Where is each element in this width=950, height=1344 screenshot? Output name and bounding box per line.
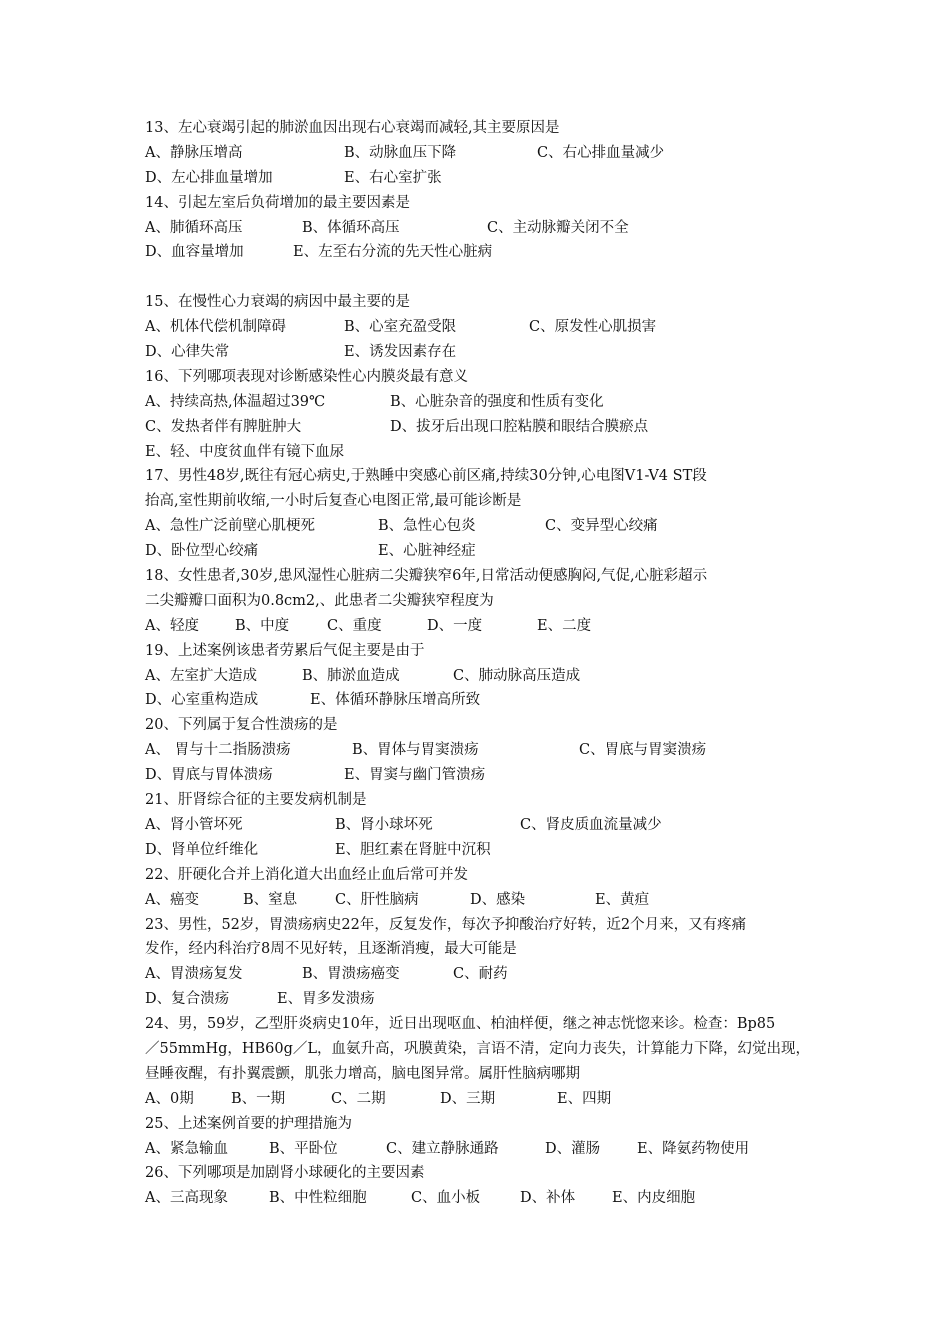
question-20-option-e: E、胃窦与幽门管溃疡 (344, 767, 486, 784)
question-13-option-d: D、左心排血量增加 (145, 169, 273, 186)
question-20-option-b: B、胃体与胃窦溃疡 (352, 742, 479, 759)
question-22-option-c: C、肝性脑病 (335, 891, 419, 908)
question-17-options-row (145, 514, 825, 539)
question-20-options-row (145, 763, 825, 788)
question-17-stem: 17、男性48岁,既往有冠心病史,于熟睡中突感心前区痛,持续30分钟,心电图V1-V4 ST段 (145, 468, 707, 485)
question-26-option-a: A、三高现象 (145, 1190, 228, 1207)
question-22-option-e: E、黄疸 (595, 891, 650, 908)
question-23-stem: 23、男性，52岁，胃溃疡病史22年，反复发作，每次予抑酸治疗好转，近2个月来，又有疼痛 (145, 916, 747, 933)
question-17-option-e: E、心脏神经症 (378, 543, 476, 560)
question-19-option-c: C、肺动脉高压造成 (453, 667, 581, 684)
question-19-option-b: B、肺淤血造成 (302, 667, 400, 684)
question-17-option-b: B、急性心包炎 (378, 518, 476, 535)
question-21-stem: 21、肝肾综合征的主要发病机制是 (145, 792, 367, 809)
question-22-stem: 22、肝硬化合并上消化道大出血经止血后常可并发 (145, 866, 468, 883)
question-16-options-row (145, 390, 825, 415)
question-17-stem-cont: 抬高,室性期前收缩,一小时后复查心电图正常,最可能诊断是 (145, 493, 522, 510)
question-14-option-a: A、肺循环高压 (145, 219, 243, 236)
question-20-option-d: D、胃底与胃体溃疡 (145, 767, 273, 784)
question-17-option-c: C、变异型心绞痛 (545, 518, 658, 535)
question-23-option-d: D、复合溃疡 (145, 991, 230, 1008)
question-19-option-a: A、左室扩大造成 (145, 667, 257, 684)
question-19-options-row (145, 688, 825, 713)
question-24-option-d: D、三期 (440, 1090, 496, 1107)
question-16-option-e: E、轻、中度贫血伴有镜下血尿 (145, 443, 345, 460)
question-24-option-c: C、二期 (331, 1090, 386, 1107)
question-23-stem-cont: 发作，经内科治疗8周不见好转，且逐渐消瘦，最大可能是 (145, 941, 517, 958)
question-25-option-b: B、平卧位 (269, 1140, 338, 1157)
question-24-stem: 24、男，59岁，乙型肝炎病史10年，近日出现呕血、柏油样便，继之神志恍惚来诊。检查：Bp85 (145, 1016, 776, 1033)
question-16-option-d: D、拔牙后出现口腔粘膜和眼结合膜瘀点 (390, 418, 649, 435)
question-13-option-e: E、右心室扩张 (344, 169, 442, 186)
question-21-options-row (145, 838, 825, 863)
question-13-option-b: B、动脉血压下降 (344, 144, 457, 161)
question-14-option-e: E、左至右分流的先天性心脏病 (293, 244, 493, 261)
question-25-options-row (145, 1137, 825, 1162)
question-19-option-d: D、心室重构造成 (145, 692, 259, 709)
question-23-option-a: A、胃溃疡复发 (145, 966, 243, 983)
question-24-option-e: E、四期 (557, 1090, 612, 1107)
question-26-option-b: B、中性粒细胞 (269, 1190, 367, 1207)
question-21-option-e: E、胆红素在肾脏中沉积 (335, 841, 491, 858)
question-24-stem-cont: 昼睡夜醒，有扑翼震颤，肌张力增高，脑电图异常。属肝性脑病哪期 (145, 1065, 580, 1082)
question-15-options-row (145, 315, 825, 340)
question-16-option-c: C、发热者伴有脾脏肿大 (145, 418, 302, 435)
question-17-option-d: D、卧位型心绞痛 (145, 543, 259, 560)
question-24-option-b: B、一期 (231, 1090, 286, 1107)
question-15-option-c: C、原发性心肌损害 (529, 319, 657, 336)
question-14-option-d: D、血容量增加 (145, 244, 244, 261)
question-26-option-d: D、补体 (520, 1190, 576, 1207)
question-19-option-e: E、体循环静脉压增高所致 (310, 692, 481, 709)
question-23-option-b: B、胃溃疡癌变 (302, 966, 400, 983)
question-15-options-row (145, 340, 825, 365)
question-23-options-row (145, 987, 825, 1012)
question-18-option-e: E、二度 (537, 617, 592, 634)
question-14-option-c: C、主动脉瓣关闭不全 (487, 219, 629, 236)
question-23-option-e: E、胃多发溃疡 (277, 991, 375, 1008)
question-21-options-row (145, 813, 825, 838)
question-19-stem: 19、上述案例该患者劳累后气促主要是由于 (145, 642, 425, 659)
question-26-option-e: E、内皮细胞 (612, 1190, 696, 1207)
question-25-option-c: C、建立静脉通路 (386, 1140, 499, 1157)
question-13-options-row (145, 166, 825, 191)
question-18-options-row (145, 614, 825, 639)
question-25-stem: 25、上述案例首要的护理措施为 (145, 1115, 352, 1132)
question-13-options-row (145, 141, 825, 166)
question-18-stem-cont: 二尖瓣瓣口面积为0.8cm2,、此患者二尖瓣狭窄程度为 (145, 592, 494, 609)
question-23-option-c: C、耐药 (453, 966, 508, 983)
question-24-stem-cont: ／55mmHg，HB60g／L，血氨升高，巩膜黄染，言语不清，定向力丧失，计算能力下降，幻觉出现， (145, 1040, 811, 1057)
question-22-option-a: A、癌变 (145, 891, 199, 908)
question-14-options-row (145, 216, 825, 241)
question-18-option-b: B、中度 (235, 617, 290, 634)
question-16-stem: 16、下列哪项表现对诊断感染性心内膜炎最有意义 (145, 368, 468, 385)
question-15-option-b: B、心室充盈受限 (344, 319, 457, 336)
question-20-option-a: A、 胃与十二指肠溃疡 (145, 742, 291, 759)
question-16-option-b: B、心脏杂音的强度和性质有变化 (390, 393, 604, 410)
question-17-options-row (145, 539, 825, 564)
question-18-stem: 18、女性患者,30岁,患风湿性心脏病二尖瓣狭窄6年,日常活动便感胸闷,气促,心脏彩超示 (145, 568, 708, 585)
question-24-options-row (145, 1087, 825, 1112)
question-26-option-c: C、血小板 (411, 1190, 481, 1207)
question-22-option-b: B、窒息 (243, 891, 298, 908)
question-21-option-d: D、肾单位纤维化 (145, 841, 259, 858)
question-15-option-d: D、心律失常 (145, 344, 230, 361)
question-25-option-a: A、紧急输血 (145, 1140, 228, 1157)
question-13-stem: 13、左心衰竭引起的肺淤血因出现右心衰竭而减轻,其主要原因是 (145, 120, 560, 136)
question-15-option-a: A、机体代偿机制障碍 (145, 319, 286, 336)
question-13-option-c: C、右心排血量减少 (537, 144, 665, 161)
question-13-option-a: A、静脉压增高 (145, 144, 243, 161)
question-14-options-row (145, 240, 825, 265)
question-19-options-row (145, 664, 825, 689)
question-20-option-c: C、胃底与胃窦溃疡 (579, 742, 707, 759)
question-16-option-a: A、持续高热,体温超过39℃ (145, 393, 326, 410)
question-20-options-row (145, 738, 825, 763)
question-16-options-row (145, 415, 825, 440)
blank-line (145, 265, 825, 290)
question-26-options-row (145, 1186, 825, 1211)
question-22-options-row (145, 888, 825, 913)
question-20-stem: 20、下列属于复合性溃疡的是 (145, 717, 338, 734)
question-18-option-d: D、一度 (427, 617, 483, 634)
question-23-options-row (145, 962, 825, 987)
question-22-option-d: D、感染 (470, 891, 526, 908)
question-16-options-row (145, 440, 825, 465)
question-21-option-a: A、肾小管坏死 (145, 816, 243, 833)
question-18-option-a: A、轻度 (145, 617, 199, 634)
question-17-option-a: A、急性广泛前壁心肌梗死 (145, 518, 315, 535)
question-25-option-e: E、降氨药物使用 (637, 1140, 750, 1157)
question-15-stem: 15、在慢性心力衰竭的病因中最主要的是 (145, 294, 410, 311)
question-24-option-a: A、0期 (145, 1090, 194, 1107)
question-21-option-c: C、肾皮质血流量减少 (520, 816, 662, 833)
question-list (145, 116, 825, 1211)
question-14-option-b: B、体循环高压 (302, 219, 400, 236)
question-25-option-d: D、灌肠 (545, 1140, 601, 1157)
question-18-option-c: C、重度 (327, 617, 382, 634)
question-15-option-e: E、诱发因素存在 (344, 344, 457, 361)
question-26-stem: 26、下列哪项是加剧肾小球硬化的主要因素 (145, 1165, 425, 1182)
question-21-option-b: B、肾小球坏死 (335, 816, 433, 833)
question-14-stem: 14、引起左室后负荷增加的最主要因素是 (145, 194, 410, 211)
